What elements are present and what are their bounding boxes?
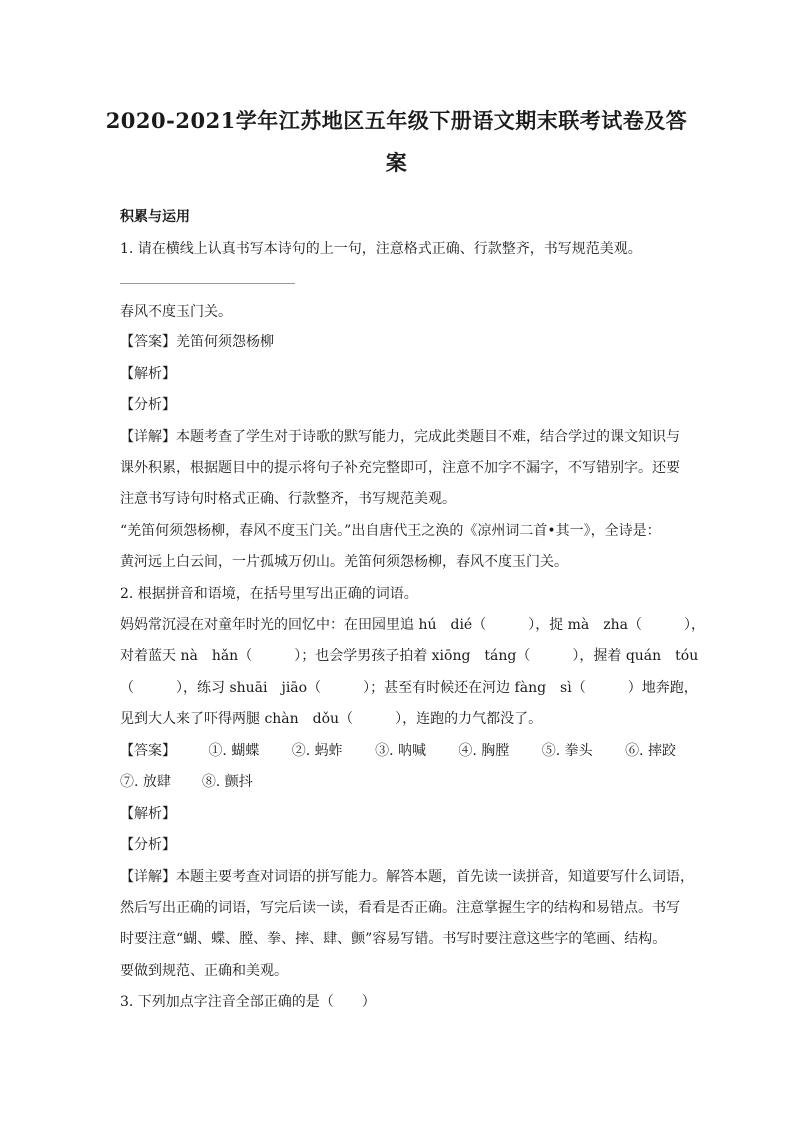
question-2-passage-line-4: 见到大人来了吓得两腿 chàn dǒu（ ），连跑的力气都没了。 [120,711,543,727]
answer-item: ⑧. 颤抖 [201,774,253,790]
question-2-answer-row-1 [120,741,676,761]
title-line-2: 案 [385,150,408,175]
answer-item: ⑥. 摔跤 [625,743,676,759]
question-2-passage-line-2: 对着蓝天 nà hǎn（ ）；也会学男孩子拍着 xiōng táng（ ），握着 quán tóu [120,648,699,664]
question-2-fenxi: 【分析】 [120,837,176,853]
question-1-answer: 【答案】羌笛何须怨杨柳 [120,334,274,350]
question-2-answer-row-2 [120,772,676,792]
question-2-detail-line-4: 要做到规范、正确和美观。 [120,963,288,979]
answer-item: ④. 胸膛 [458,743,510,759]
answer-blank-line [120,283,295,284]
answer-label: 【答案】 [120,743,176,759]
question-2-passage-line-3: （ ），练习 shuāi jiāo（ ）；甚至有时候还在河边 fàng sì（ ）地奔跑， [120,680,698,696]
question-2-detail-line-2: 然后写出正确的词语，写完后读一读，看看是否正确。注意掌握生字的结构和易错点。书写 [120,900,680,916]
question-2-passage-line-1: 妈妈常沉浸在对童年时光的回忆中：在田园里追 hú dié（ ），捉 mà zha（ ）， [120,617,706,633]
answer-item: ①. 蝴蝶 [208,743,260,759]
question-1-given-line: 春风不度玉门关。 [120,304,232,320]
question-1-jiexi: 【解析】 [120,366,176,382]
question-1-fenxi: 【分析】 [120,397,176,413]
answer-item: ⑦. 放肆 [120,774,171,790]
question-2-jiexi: 【解析】 [120,806,176,822]
answer-item: ②. 蚂蚱 [291,743,343,759]
question-1-detail-line-1: 【详解】本题考查了学生对于诗歌的默写能力，完成此类题目不难，结合学过的课文知识与 [120,429,680,445]
question-3-prompt: 3. 下列加点字注音全部正确的是（ ） [120,994,376,1010]
question-2-prompt: 2. 根据拼音和语境，在括号里写出正确的词语。 [120,586,418,602]
page-title [100,100,693,184]
question-2-detail-line-3: 时要注意“蝴、蝶、膛、拳、摔、肆、颤”容易写错。书写时要注意这些字的笔画、结构。 [120,931,667,947]
question-1-note-line-1: “羌笛何须怨杨柳，春风不度玉门关。”出自唐代王之涣的《凉州词二首•其一》，全诗是： [120,523,661,539]
answer-item: ③. 呐喊 [375,743,426,759]
title-line-1: 2020-2021学年江苏地区五年级下册语文期末联考试卷及答 [105,108,688,133]
answer-item: ⑤. 拳头 [541,743,593,759]
question-1-note-line-2: 黄河远上白云间，一片孤城万仞山。羌笛何须怨杨柳，春风不度玉门关。 [120,554,568,570]
question-1-detail-line-3: 注意书写诗句时格式正确、行款整齐，书写规范美观。 [120,491,456,507]
question-1-detail-line-2: 课外积累，根据题目中的提示将句子补充完整即可，注意不加字不漏字，不写错别字。还要 [120,460,680,476]
section-heading: 积累与运用 [120,209,190,225]
question-2-detail-line-1: 【详解】本题主要考查对词语的拼写能力。解答本题，首先读一读拼音，知道要写什么词语， [120,869,694,885]
question-1-prompt: 1. 请在横线上认真书写本诗句的上一句，注意格式正确、行款整齐，书写规范美观。 [120,241,642,257]
